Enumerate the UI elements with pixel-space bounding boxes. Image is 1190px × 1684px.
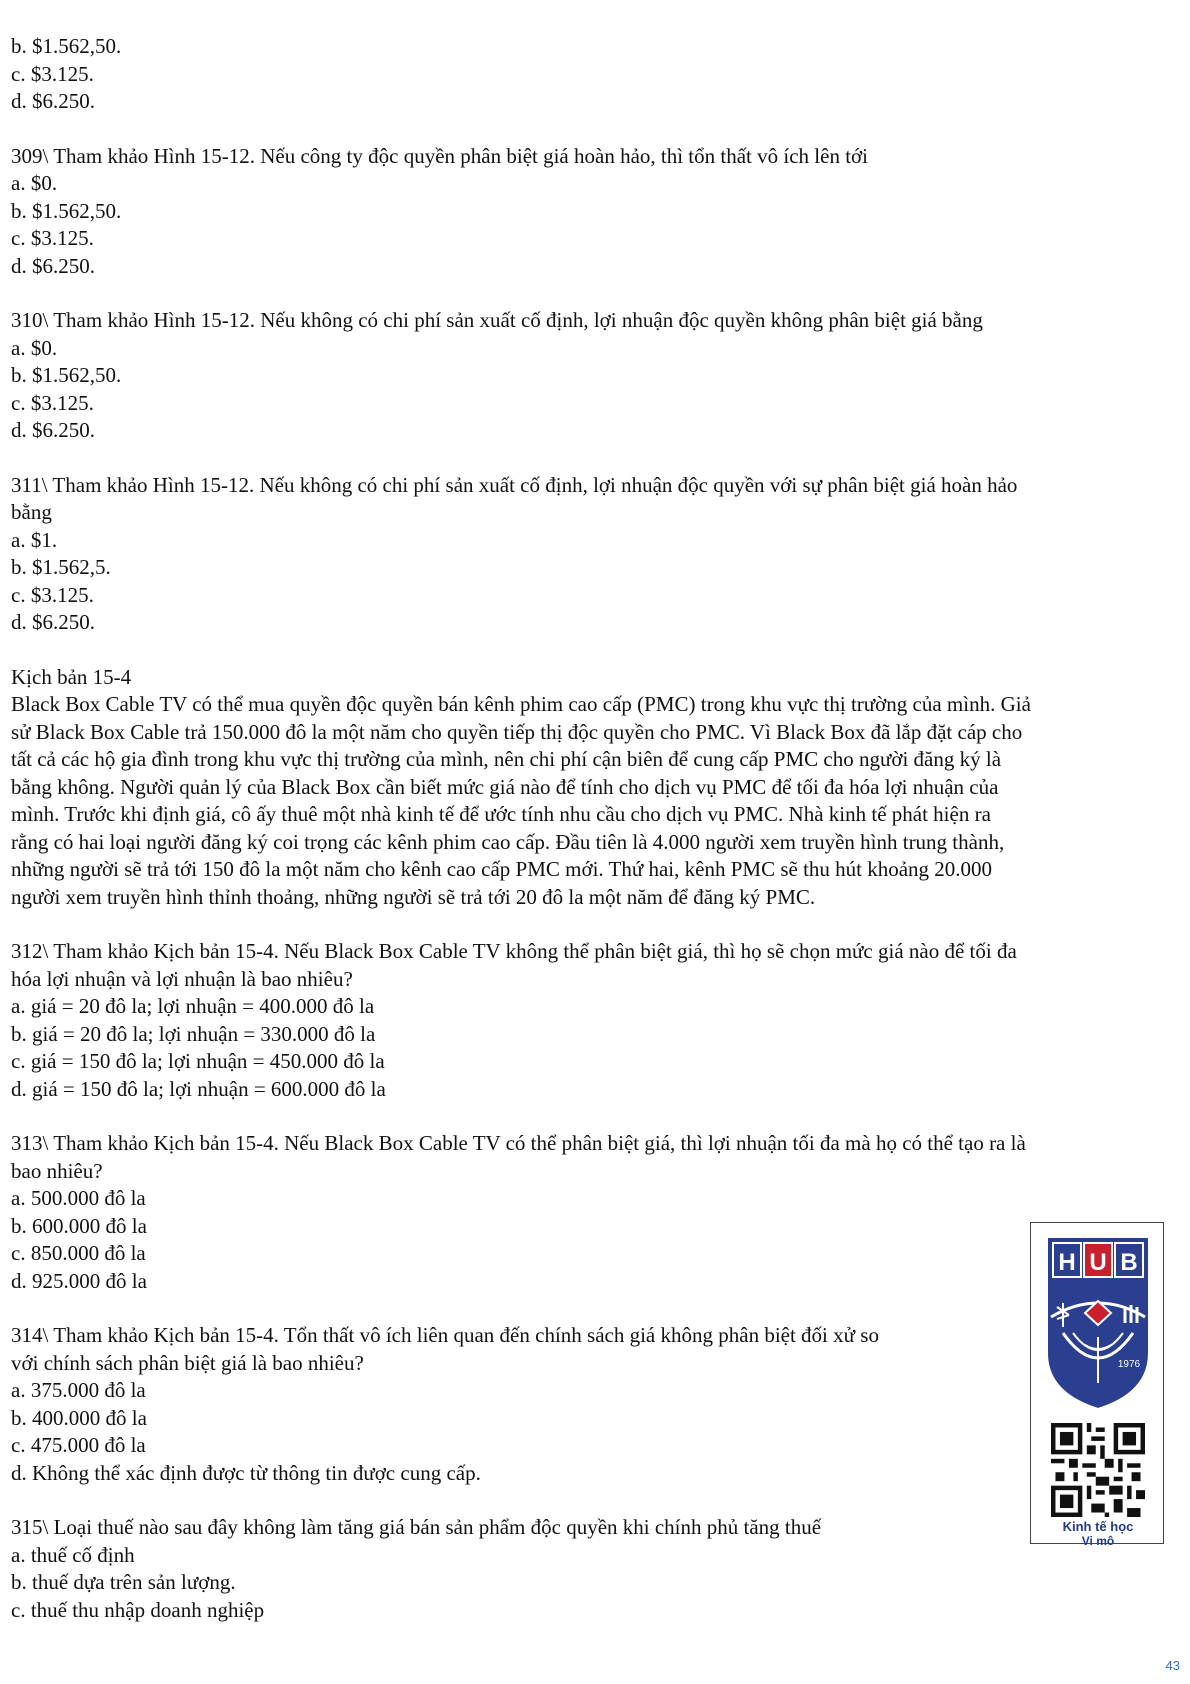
question-309 xyxy=(11,143,1181,281)
page-number: 43 xyxy=(1165,1658,1180,1673)
option-b: b. $1.562,5. xyxy=(11,555,111,579)
option-b: b. 400.000 đô la xyxy=(11,1405,147,1430)
option-a: a. $0. xyxy=(11,335,58,360)
option-b: b. 600.000 đô la xyxy=(11,1213,147,1238)
option-c: c. thuế thu nhập doanh nghiệp xyxy=(11,1597,265,1622)
logo-caption-line2: Vi mô xyxy=(1081,1534,1115,1548)
option-b: b. thuế dựa trên sản lượng. xyxy=(11,1570,236,1594)
logo-letter-h: H xyxy=(1058,1249,1076,1276)
option-c: c. 475.000 đô la xyxy=(11,1433,146,1457)
option-b: b. giá = 20 đô la; lợi nhuận = 330.000 đô la xyxy=(11,1021,376,1046)
question-text-line2: với chính sách phân biệt giá là bao nhiêu? xyxy=(11,1350,364,1375)
question-311 xyxy=(11,472,1181,637)
option-b: b. $1.562,50. xyxy=(11,34,122,58)
logo-letter-b: B xyxy=(1120,1249,1138,1276)
scenario-line: bằng không. Người quản lý của Black Box cần biết mức giá nào để tính cho dịch vụ PMC để tối đa hóa lợi nhuận của xyxy=(11,774,999,799)
previous-question-options xyxy=(11,33,1181,116)
scenario-line: những người sẽ trả tới 150 đô la một năm cho kênh cao cấp PMC mới. Thứ hai, kênh PMC sẽ thu hút khoảng 20.000 xyxy=(11,857,993,881)
scenario-line: sử Black Box Cable trả 150.000 đô la một năm cho quyền tiếp thị độc quyền cho PMC. Vì Black Box đã lắp đặt cáp cho xyxy=(11,719,1023,744)
option-d: d. $6.250. xyxy=(11,610,95,634)
option-c: c. $3.125. xyxy=(11,390,94,415)
option-a: a. $0. xyxy=(11,171,58,195)
option-d: d. 925.000 đô la xyxy=(11,1268,147,1293)
question-text-line2: bằng xyxy=(11,500,52,524)
scenario-line: tất cả các hộ gia đình trong khu vực thị trường của mình, nên chi phí cận biên để cung cấp PMC cho người đăng ký là xyxy=(11,747,1002,771)
question-text-line1: 313\ Tham khảo Kịch bản 15-4. Nếu Black Box Cable TV có thể phân biệt giá, thì lợi nhuận tối đa mà họ có thể tạo ra là xyxy=(11,1131,1026,1155)
document-body xyxy=(11,33,1181,1651)
option-c: c. $3.125. xyxy=(11,226,94,250)
question-text: 315\ Loại thuế nào sau đây không làm tăng giá bán sản phẩm độc quyền khi chính phủ tăng thuế xyxy=(11,1515,822,1539)
question-text-line1: 311\ Tham khảo Hình 15-12. Nếu không có chi phí sản xuất cố định, lợi nhuận độc quyền với sự phân biệt giá hoàn hảo xyxy=(11,472,1018,497)
option-d: d. $6.250. xyxy=(11,89,95,113)
question-314 xyxy=(11,1322,1181,1487)
scenario-15-4 xyxy=(11,664,1181,912)
question-text-line2: bao nhiêu? xyxy=(11,1158,103,1183)
option-c: c. $3.125. xyxy=(11,61,94,86)
question-310 xyxy=(11,307,1181,445)
question-text-line1: 312\ Tham khảo Kịch bản 15-4. Nếu Black Box Cable TV không thể phân biệt giá, thì họ sẽ chọn mức giá nào để tối đa xyxy=(11,939,1017,963)
option-c: c. giá = 150 đô la; lợi nhuận = 450.000 đô la xyxy=(11,1049,385,1073)
logo-year: 1976 xyxy=(1117,1359,1141,1370)
question-313 xyxy=(11,1130,1181,1295)
option-b: b. $1.562,50. xyxy=(11,198,122,223)
hub-shield-icon xyxy=(1043,1233,1153,1411)
scenario-line: mình. Trước khi định giá, cô ấy thuê một nhà kinh tế để ước tính nhu cầu cho dịch vụ PMC. Nhà kinh tế phát hiện ra xyxy=(11,802,991,826)
option-d: d. $6.250. xyxy=(11,253,95,278)
question-text-line1: 314\ Tham khảo Kịch bản 15-4. Tổn thất vô ích liên quan đến chính sách giá không phân biệt đối xử so xyxy=(11,1323,879,1347)
question-315 xyxy=(11,1514,1181,1624)
option-d: d. $6.250. xyxy=(11,418,95,442)
option-a: a. giá = 20 đô la; lợi nhuận = 400.000 đô la xyxy=(11,994,375,1018)
scenario-title: Kịch bản 15-4 xyxy=(11,664,132,689)
option-c: c. $3.125. xyxy=(11,582,94,607)
scenario-line: Black Box Cable TV có thể mua quyền độc quyền bán kênh phim cao cấp (PMC) trong khu vực thị trường của mình. Giả xyxy=(11,692,1031,716)
logo-letter-u: U xyxy=(1089,1249,1107,1276)
scenario-line: người xem truyền hình thỉnh thoảng, những người sẽ trả tới 20 đô la một năm để đăng ký PMC. xyxy=(11,884,816,909)
qr-code-icon xyxy=(1051,1423,1145,1517)
option-d: d. Không thể xác định được từ thông tin được cung cấp. xyxy=(11,1460,481,1485)
scenario-line: rằng có hai loại người đăng ký coi trọng các kênh phim cao cấp. Đầu tiên là 4.000 người xem truyền hình trung thành, xyxy=(11,829,1005,854)
question-text-line2: hóa lợi nhuận và lợi nhuận là bao nhiêu? xyxy=(11,966,353,991)
question-text: 310\ Tham khảo Hình 15-12. Nếu không có chi phí sản xuất cố định, lợi nhuận độc quyền không phân biệt giá bằng xyxy=(11,308,983,332)
option-d: d. giá = 150 đô la; lợi nhuận = 600.000 đô la xyxy=(11,1076,386,1101)
question-312 xyxy=(11,938,1181,1103)
option-a: a. thuế cố định xyxy=(11,1542,135,1567)
option-a: a. 500.000 đô la xyxy=(11,1186,146,1210)
hub-logo-card xyxy=(1030,1222,1164,1548)
option-a: a. $1. xyxy=(11,527,58,552)
option-b: b. $1.562,50. xyxy=(11,363,122,387)
question-text: 309\ Tham khảo Hình 15-12. Nếu công ty độc quyền phân biệt giá hoàn hảo, thì tổn thất vô ích lên tới xyxy=(11,143,868,168)
logo-caption-line1: Kinh tế học xyxy=(1062,1519,1134,1534)
option-a: a. 375.000 đô la xyxy=(11,1378,146,1402)
option-c: c. 850.000 đô la xyxy=(11,1241,146,1265)
